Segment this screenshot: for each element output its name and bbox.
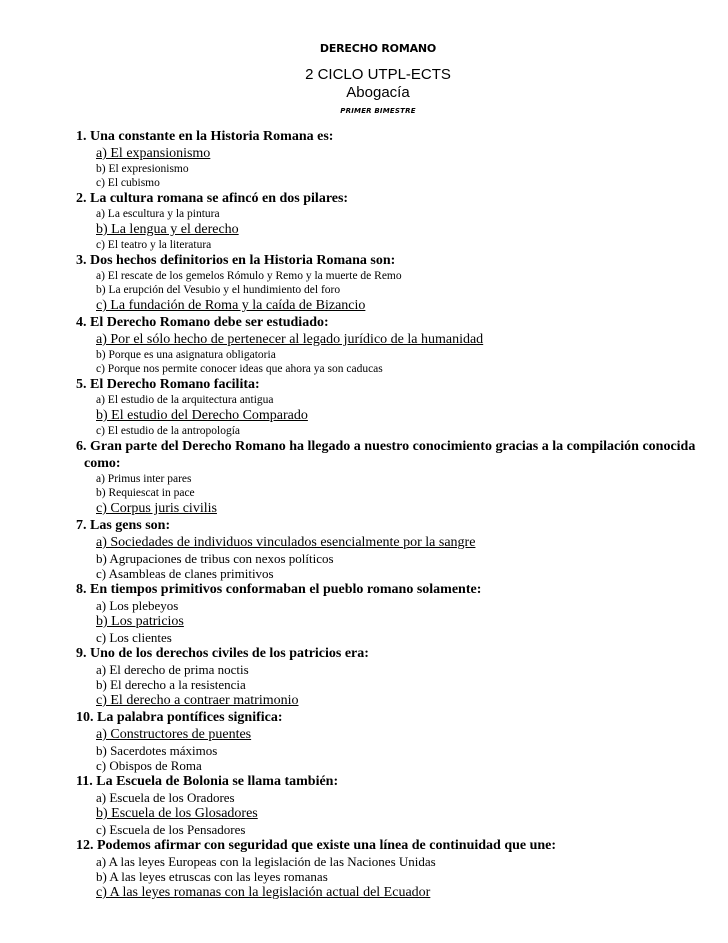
question-text: 1. Una constante en la Historia Romana es: — [76, 129, 334, 144]
term-label: PRIMER BIMESTRE — [340, 107, 416, 115]
answer-option-correct: a) Constructores de puentes — [96, 727, 252, 742]
answer-option: a) El rescate de los gemelos Rómulo y Remo y la muerte de Remo — [96, 270, 402, 282]
answer-option: c) El estudio de la antropología — [96, 425, 241, 437]
question-text-line: 6. Gran parte del Derecho Romano ha llegado a nuestro conocimiento gracias a la compilación conocida — [76, 439, 696, 454]
answer-option: b) El expresionismo — [96, 163, 189, 175]
answer-option: c) Asambleas de clanes primitivos — [96, 566, 274, 581]
answer-option: b) Porque es una asignatura obligatoria — [96, 349, 276, 361]
answer-option-correct: a) El expansionismo — [96, 146, 211, 161]
question — [76, 645, 716, 709]
question-text: 8. En tiempos primitivos conformaban el pueblo romano solamente: — [76, 582, 482, 597]
answer-option-correct: c) Corpus juris civilis — [96, 501, 217, 516]
answer-option: c) El teatro y la literatura — [96, 239, 212, 251]
answer-option: b) Requiescat in pace — [96, 487, 195, 499]
question — [76, 709, 716, 773]
answer-option: a) La escultura y la pintura — [96, 208, 220, 220]
answer-option-correct: c) El derecho a contraer matrimonio — [96, 693, 299, 708]
answer-option-correct: c) La fundación de Roma y la caída de Bizancio — [96, 298, 366, 313]
answer-option: c) El cubismo — [96, 177, 160, 189]
answer-option: a) El derecho de prima noctis — [96, 662, 249, 677]
question-text: 10. La palabra pontífices significa: — [76, 710, 283, 725]
question-text: 12. Podemos afirmar con seguridad que existe una línea de continuidad que une: — [76, 838, 557, 853]
answer-option: c) Los clientes — [96, 630, 172, 645]
answer-option: c) Obispos de Roma — [96, 758, 202, 773]
answer-option: a) El estudio de la arquitectura antigua — [96, 394, 274, 406]
question — [76, 438, 716, 517]
question — [76, 314, 716, 376]
question — [76, 128, 716, 190]
answer-option: b) El derecho a la resistencia — [96, 677, 246, 692]
answer-option: a) Primus inter pares — [96, 473, 192, 485]
course-career: Abogacía — [346, 84, 410, 101]
question-text: 7. Las gens son: — [76, 518, 171, 533]
question — [76, 190, 716, 252]
answer-option: c) Porque nos permite conocer ideas que ahora ya son caducas — [96, 363, 383, 375]
question — [76, 837, 716, 901]
answer-option: b) A las leyes etruscas con las leyes romanas — [96, 869, 328, 884]
answer-option: a) Los plebeyos — [96, 598, 179, 613]
answer-option: b) Sacerdotes máximos — [96, 743, 218, 758]
question-list — [76, 128, 716, 901]
question-text — [76, 438, 716, 472]
question-text: 9. Uno de los derechos civiles de los patricios era: — [76, 646, 369, 661]
answer-option-correct: c) A las leyes romanas con la legislación actual del Ecuador — [96, 885, 431, 900]
answer-option: c) Escuela de los Pensadores — [96, 822, 246, 837]
question — [76, 581, 716, 645]
answer-option-correct: b) Escuela de los Glosadores — [96, 806, 258, 821]
answer-option-correct: b) El estudio del Derecho Comparado — [96, 408, 308, 423]
answer-option: a) Escuela de los Oradores — [96, 790, 235, 805]
question-text: 3. Dos hechos definitorios en la Historia Romana son: — [76, 253, 396, 268]
question-text: 4. El Derecho Romano debe ser estudiado: — [76, 315, 329, 330]
question-text: 11. La Escuela de Bolonia se llama también: — [76, 774, 339, 789]
answer-option-correct: b) Los patricios — [96, 614, 184, 629]
question — [76, 376, 716, 438]
question-text-continuation: como: — [84, 456, 121, 471]
question — [76, 517, 716, 581]
question — [76, 773, 716, 837]
answer-option: b) La erupción del Vesubio y el hundimiento del foro — [96, 284, 341, 296]
answer-option-correct: a) Por el sólo hecho de pertenecer al legado jurídico de la humanidad — [96, 332, 484, 347]
question-text: 5. El Derecho Romano facilita: — [76, 377, 260, 392]
answer-option-correct: a) Sociedades de individuos vinculados esencialmente por la sangre — [96, 535, 476, 550]
document-title: DERECHO ROMANO — [319, 42, 437, 55]
course-cycle: 2 CICLO UTPL-ECTS — [305, 66, 451, 83]
answer-option: a) A las leyes Europeas con la legislación de las Naciones Unidas — [96, 854, 436, 869]
answer-option-correct: b) La lengua y el derecho — [96, 222, 239, 237]
answer-option: b) Agrupaciones de tribus con nexos políticos — [96, 551, 334, 566]
question — [76, 252, 716, 314]
question-text: 2. La cultura romana se afincó en dos pilares: — [76, 191, 349, 206]
